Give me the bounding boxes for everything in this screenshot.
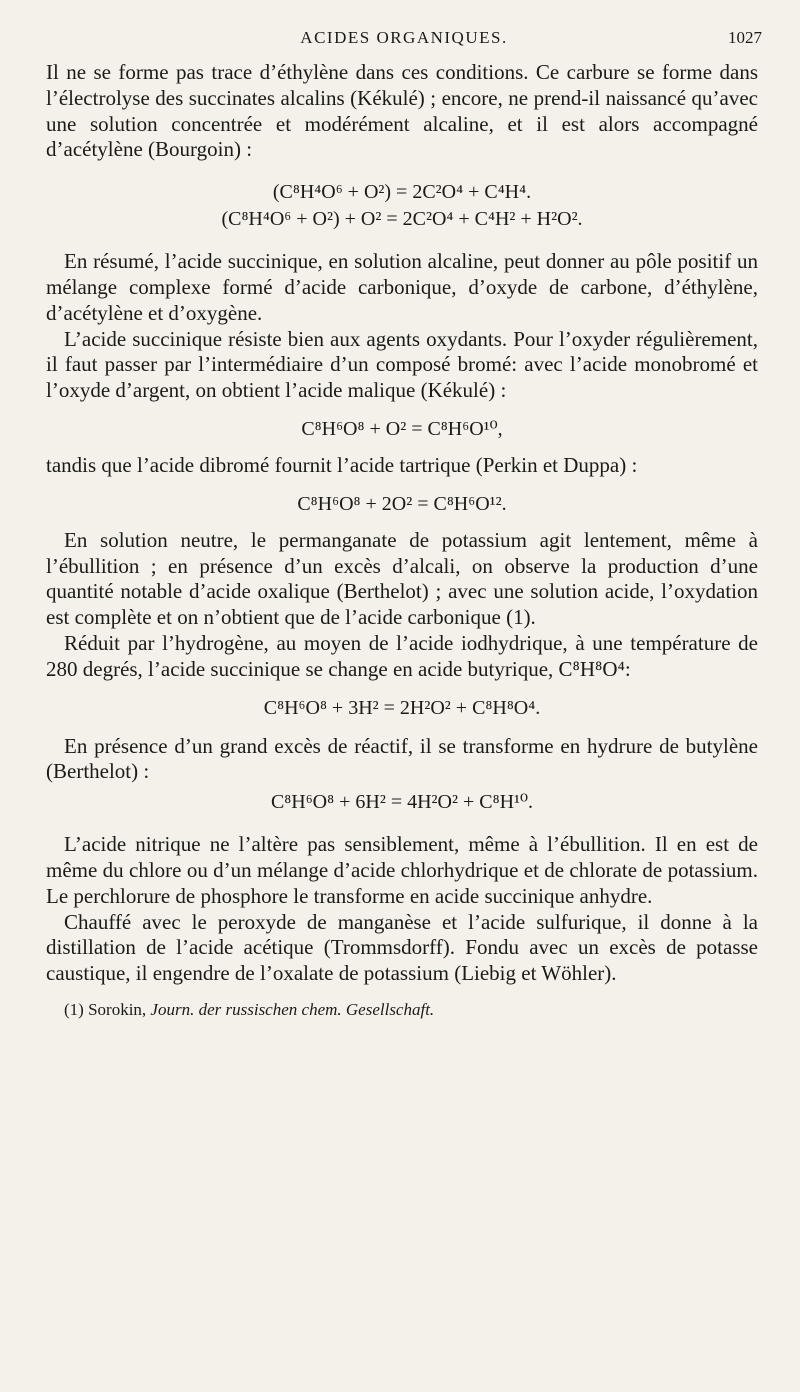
footnote-marker: (1) bbox=[64, 999, 84, 1019]
paragraph: L’acide succinique résiste bien aux agents oxydants. Pour l’oxyder régulièrement, il faut passer par l’intermédiaire d’un composé bromé: avec l’acide monobromé et l’oxyde d’argent, on obtient l’acide malique (Kékulé) : bbox=[46, 326, 758, 403]
paragraph: En résumé, l’acide succinique, en solution alcaline, peut donner au pôle positif un mélange complexe formé d’acide carbonique, d’oxyde de carbone, d’éthylène, d’acétylène et d’oxygène. bbox=[46, 249, 758, 325]
paragraph: tandis que l’acide dibromé fournit l’acide tartrique (Perkin et Duppa) : bbox=[46, 452, 638, 477]
paragraph bbox=[46, 631, 758, 683]
footnote-author: Sorokin, bbox=[88, 999, 147, 1019]
equation: C⁸H⁶O⁸ + 2O² = C⁸H⁶O¹². bbox=[297, 492, 507, 515]
page-body bbox=[46, 60, 758, 1021]
page-number: 1027 bbox=[728, 28, 762, 47]
equation: C⁸H⁶O⁸ + 6H² = 4H²O² + C⁸H¹⁰. bbox=[270, 791, 534, 814]
paragraph: Il ne se forme pas trace d’éthylène dans ces conditions. Ce carbure se forme dans l’électrolyse des succinates alcalins (Kékulé) ; encore, ne prend-il naissancé qu’avec une solution concentrée et modérément alcaline, et il est alors accompagné d’acétylène (Bourgoin) : bbox=[46, 60, 758, 162]
footnote-citation: Journ. der russischen chem. Gesellschaft. bbox=[150, 999, 435, 1019]
inline-formula: C⁸H⁸O⁴ bbox=[558, 656, 625, 681]
equation: (C⁸H⁴O⁶ + O²) + O² = 2C²O⁴ + C⁴H² + H²O². bbox=[221, 208, 583, 231]
paragraph: En présence d’un grand excès de réactif, il se transforme en hydrure de butylène (Berthelot) : bbox=[46, 733, 758, 784]
running-header bbox=[46, 28, 762, 52]
paragraph: L’acide nitrique ne l’altère pas sensiblement, même à l’ébullition. Il en est de même du chlore ou d’un mélange d’acide chlorhydrique et de chlorate de potassium. Le perchlorure de phosphore le transforme en acide succinique anhydre. bbox=[46, 832, 758, 908]
paragraph-text: : bbox=[624, 656, 631, 681]
paragraph-text: Réduit par l’hydrogène, au moyen de l’acide iodhydrique, à une température de 280 degrés, l’acide succinique se change en acide butyrique, bbox=[46, 630, 758, 681]
equation: C⁸H⁶O⁸ + O² = C⁸H⁶O¹⁰, bbox=[301, 417, 503, 440]
equation: C⁸H⁶O⁸ + 3H² = 2H²O² + C⁸H⁸O⁴. bbox=[263, 696, 541, 719]
equation: (C⁸H⁴O⁶ + O²) = 2C²O⁴ + C⁴H⁴. bbox=[272, 181, 532, 204]
running-title: ACIDES ORGANIQUES. bbox=[300, 28, 508, 47]
footnote bbox=[46, 999, 758, 1021]
paragraph: Chauffé avec le peroxyde de manganèse et l’acide sulfurique, il donne à la distillation de l’acide acétique (Trommsdorff). Fondu avec un excès de potasse caustique, il engendre de l’oxalate de potassium (Liebig et Wöhler). bbox=[46, 909, 758, 986]
paragraph: En solution neutre, le permanganate de potassium agit lentement, même à l’ébullition ; en présence d’un excès d’alcali, on observe la production d’une quantité notable d’acide oxalique (Berthelot) ; avec une solution acide, l’oxydation est complète et on n’obtient que de l’acide carbonique (1). bbox=[46, 527, 758, 630]
